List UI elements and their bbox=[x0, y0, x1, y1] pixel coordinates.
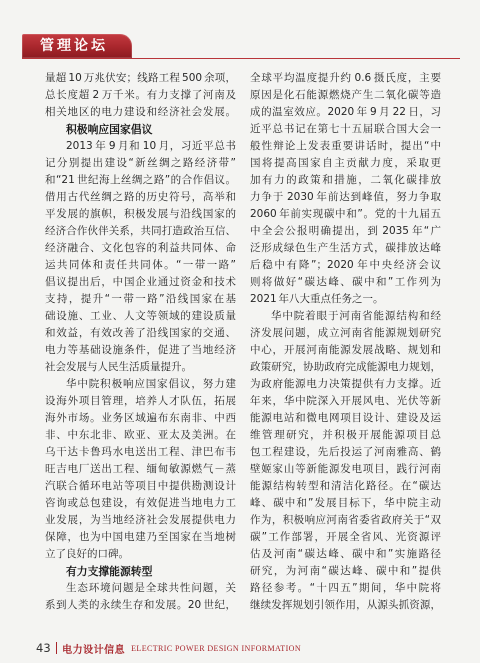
text-line: 路径参考。“十四五”期间，华中院将 bbox=[250, 582, 441, 594]
text-line: 估及河南“碳达峰、碳中和”实施路径 bbox=[250, 548, 441, 560]
text-line: 总长度超 2 万千米。有力支撑了河南及 bbox=[45, 89, 236, 101]
text-line: 华中院着眼于河南省能源结构和经 bbox=[271, 310, 441, 322]
text-line: 社会发展与人民生活质量提升。 bbox=[45, 361, 192, 373]
text-line: 维管理研究，并积极开展能源项目总 bbox=[250, 429, 441, 441]
text-line: 生态环境问题是全球共性问题，关 bbox=[66, 582, 236, 594]
text-line: 运共同体和责任共同体。“一带一路” bbox=[45, 259, 236, 271]
text-line: 壁姬家山等新能源发电项目，践行河南 bbox=[250, 463, 441, 475]
page-footer bbox=[36, 641, 301, 655]
text-line: 能源电站和微电网项目设计、建设及运 bbox=[250, 412, 441, 424]
text-line: 碳”工作部署，开展全省风、光资源评 bbox=[250, 531, 441, 543]
text-line: 经济融合、文化包容的利益共同体、命 bbox=[45, 242, 236, 254]
text-line: 峰、碳中和”发展目标下，华中院主动 bbox=[250, 497, 441, 509]
text-line: 为政府能源电力决策提供有力支撑。近 bbox=[250, 378, 441, 390]
paragraph bbox=[45, 70, 236, 121]
text-line: 系到人类的永续生存和发展。20 世纪， bbox=[45, 599, 236, 611]
text-line: 政策研究，协助政府完成能源电力规划， bbox=[250, 361, 441, 373]
text-line: 立了良好的口碑。 bbox=[45, 548, 129, 560]
section-banner bbox=[22, 34, 132, 58]
text-line: 泛形成绿色生产生活方式，碳排放达峰 bbox=[250, 242, 441, 254]
text-line: 础设施、工业、人文等领域的建设质量 bbox=[45, 310, 236, 322]
text-line: 后稳中有降”；2020 年中央经济会议 bbox=[250, 259, 441, 271]
text-line: 旺吉电厂送出工程、缅甸敏源燃气－蒸 bbox=[45, 463, 236, 475]
text-line: 量超 10 万兆伏安；线路工程 500 余项， bbox=[45, 72, 236, 84]
text-line: 记分别提出建设“新丝绸之路经济带” bbox=[45, 157, 236, 169]
text-line: 继续发挥规划引领作用，从源头抓资源， bbox=[250, 599, 441, 611]
text-line: 咨询或总包建设，有效促进当地电力工 bbox=[45, 497, 236, 509]
right-column bbox=[250, 70, 441, 614]
text-line: 力争于 2030 年前达到峰值，努力争取 bbox=[250, 191, 441, 203]
text-line: 相关地区的电力建设和经济社会发展。 bbox=[45, 106, 236, 118]
text-line: 近平总书记在第七十五届联合国大会一 bbox=[250, 123, 441, 135]
text-line: 般性辩论上发表重要讲话时，提出“中 bbox=[250, 140, 441, 152]
text-line: 华中院积极响应国家倡议，努力建 bbox=[66, 378, 236, 390]
paragraph bbox=[45, 138, 236, 376]
text-line: 全球平均温度提升约 0.6 摄氏度，主要 bbox=[250, 72, 441, 84]
text-line: 保障，也为中国电建乃至国家在当地树 bbox=[45, 531, 236, 543]
paragraph bbox=[250, 308, 441, 614]
text-line: 经济合作伙伴关系，共同打造政治互信、 bbox=[45, 225, 236, 237]
text-line: 加有力的政策和措施，二氧化碳排放 bbox=[250, 174, 441, 186]
section-heading: 积极响应国家倡议 bbox=[66, 123, 153, 136]
text-line: 和效益，有效改善了沿线国家的交通、 bbox=[45, 327, 236, 339]
paragraph bbox=[250, 70, 441, 308]
header-rule bbox=[22, 58, 460, 59]
text-line: 海外市场。业务区域遍布东南非、中西 bbox=[45, 412, 236, 424]
text-line: 则将做好“碳达峰、碳中和”工作列为 bbox=[250, 276, 441, 288]
magazine-name-cn: 电力设计信息 bbox=[62, 644, 126, 656]
text-line: 年来，华中院深入开展风电、光伏等新 bbox=[250, 395, 441, 407]
text-line: 研究，为河南“碳达峰、碳中和”提供 bbox=[250, 565, 441, 577]
text-line: 作为，积极响应河南省委省政府关于“双 bbox=[250, 514, 441, 526]
page-number: 43 bbox=[36, 641, 51, 655]
text-line: 和“21 世纪海上丝绸之路”的合作倡议。 bbox=[45, 174, 236, 186]
text-line: 能源结构转型和清洁化路径。在“碳达 bbox=[250, 480, 441, 492]
text-line: 业发展，为当地经济社会发展提供电力 bbox=[45, 514, 236, 526]
left-column bbox=[45, 70, 236, 614]
text-line: 中心，开展河南能源发展战略、规划和 bbox=[250, 344, 441, 356]
text-line: 2013 年 9 月和 10 月，习近平总书 bbox=[66, 140, 236, 152]
text-line: 成的温室效应。2020 年 9 月 22 日，习 bbox=[250, 106, 441, 118]
paragraph bbox=[45, 580, 236, 614]
text-line: 2021 年八大重点任务之一。 bbox=[250, 293, 384, 305]
text-line: 设海外项目管理，培养人才队伍，拓展 bbox=[45, 395, 236, 407]
text-line: 倡议提出后，中国企业通过资金和技术 bbox=[45, 276, 236, 288]
text-line: 汽联合循环电站等项目中提供勘测设计 bbox=[45, 480, 236, 492]
text-line: 原因是化石能源燃烧产生二氧化碳等造 bbox=[250, 89, 441, 101]
footer-divider bbox=[56, 642, 58, 654]
section-heading: 有力支撑能源转型 bbox=[66, 565, 153, 578]
text-line: 非、中东北非、欧亚、亚太及美洲。在 bbox=[45, 429, 236, 441]
text-line: 平发展的旗帜，积极发展与沿线国家的 bbox=[45, 208, 236, 220]
text-line: 包工程建设，先后投运了河南雅高、鹤 bbox=[250, 446, 441, 458]
section-title: 管理论坛 bbox=[40, 38, 108, 54]
text-line: 借用古代丝绸之路的历史符号，高举和 bbox=[45, 191, 236, 203]
text-line: 济发展问题，成立河南省能源规划研究 bbox=[250, 327, 441, 339]
text-line: 国将提高国家自主贡献力度，采取更 bbox=[250, 157, 441, 169]
paragraph bbox=[45, 376, 236, 563]
text-line: 中全会公报明确提出，到 2035 年“广 bbox=[250, 225, 441, 237]
magazine-name-en: ELECTRIC POWER DESIGN INFORMATION bbox=[131, 643, 302, 653]
text-line: 2060 年前实现碳中和”。党的十九届五 bbox=[250, 208, 441, 220]
text-line: 电力等基础设施条件，促进了当地经济 bbox=[45, 344, 236, 356]
text-line: 乌干达卡鲁玛水电送出工程、津巴布韦 bbox=[45, 446, 236, 458]
text-line: 支持，提升“一带一路”沿线国家在基 bbox=[45, 293, 236, 305]
